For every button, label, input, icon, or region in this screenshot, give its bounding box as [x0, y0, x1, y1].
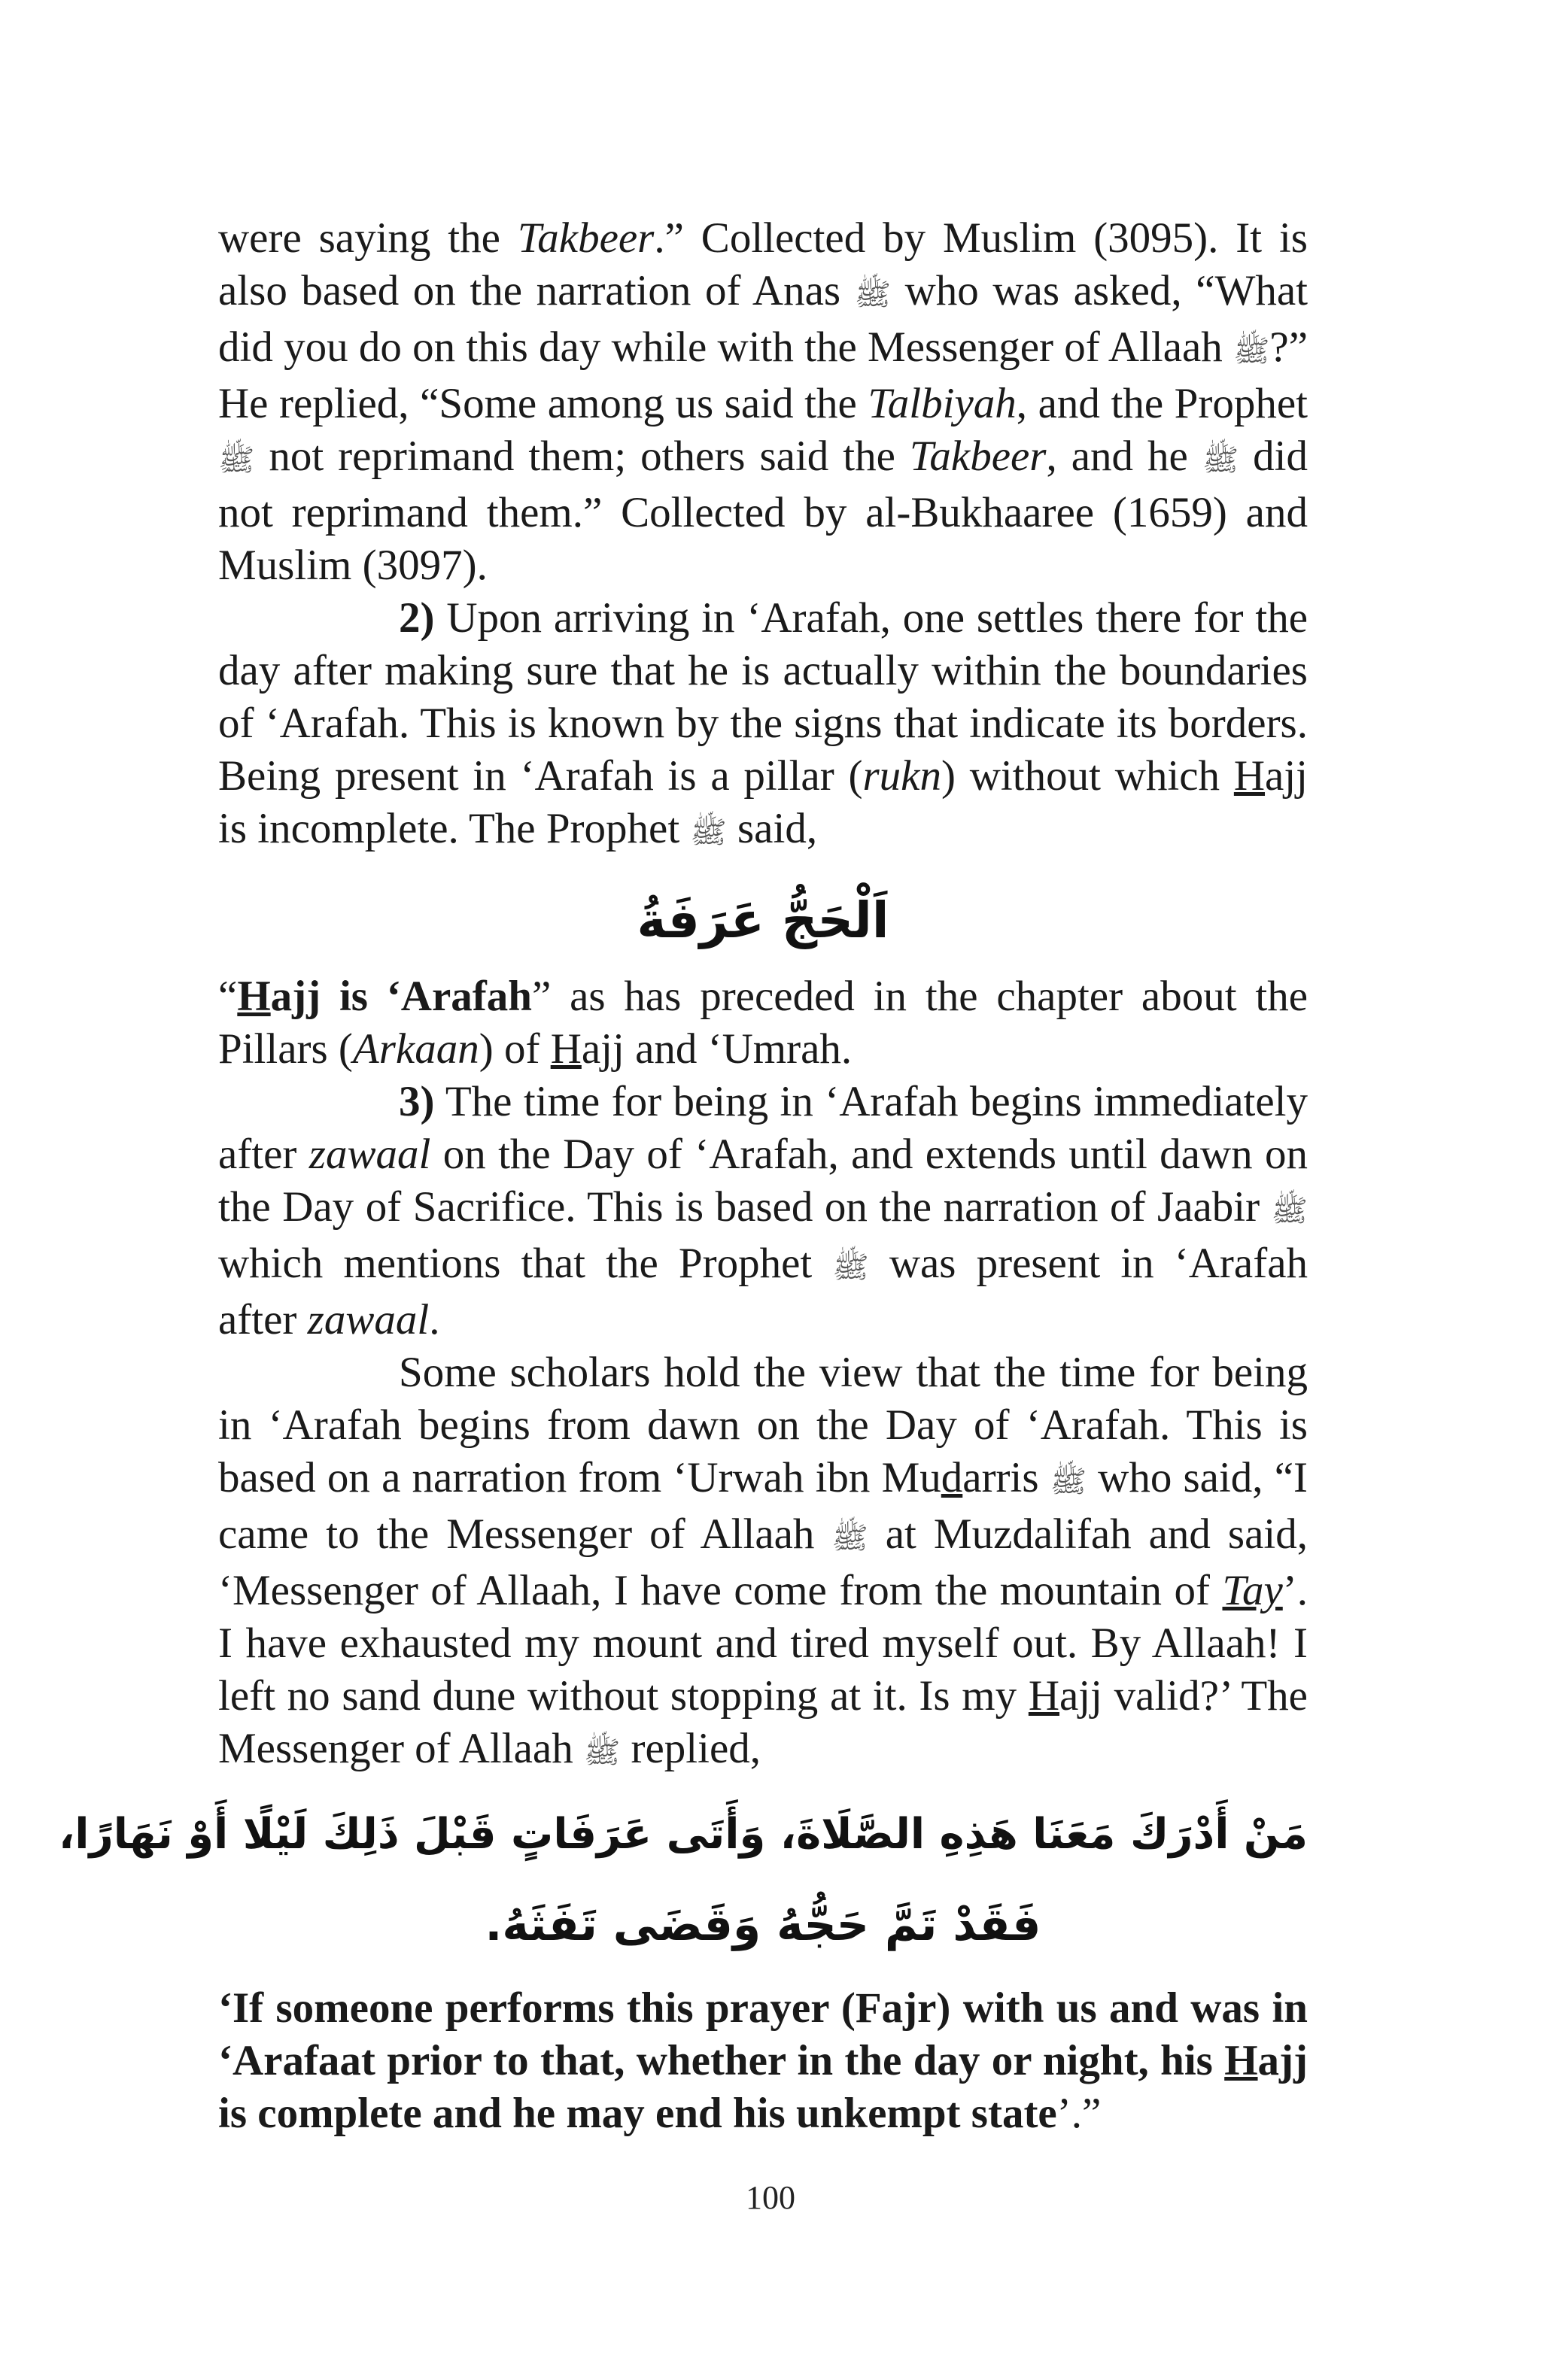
text: was present in ‘Arafah after — [218, 1240, 1308, 1343]
honorific-symbol: ﷺ — [1233, 334, 1270, 368]
point-number: 2) — [399, 594, 435, 642]
honorific-symbol: ﷺ — [1202, 443, 1239, 477]
arabic-hadith-2-line-1: مَنْ أَدْرَكَ مَعَنَا هَذِهِ الصَّلَاةَ، وَأَتَى عَرَفَاتٍ قَبْلَ ذَلِكَ لَيْلًا أَوْ نَهَارًا، — [59, 1810, 1308, 1859]
underlined-letter: H — [550, 1025, 582, 1073]
arabic-hadith-2-line-2: فَقَدْ تَمَّ حَجُّهُ وَقَضَى تَفَثَهُ. — [485, 1899, 1041, 1951]
underlined-letter: H — [1233, 752, 1266, 800]
closing-quote: ’.” — [1056, 2090, 1102, 2137]
page-body — [59, 212, 1308, 2140]
underlined-letter: H — [1028, 1672, 1059, 1720]
text: who said, “I came to the Messenger of Allaah — [218, 1454, 1308, 1558]
underlined-letter: H — [1224, 2037, 1258, 2084]
text: ?” He replied, “Some among us said the — [218, 323, 1308, 427]
italic-term: Talbiyah — [868, 380, 1017, 427]
text: . — [429, 1296, 440, 1343]
text: did not reprimand them.” Collected by al-Bukhaaree (1659) and Muslim (3097). — [218, 433, 1308, 589]
italic-term: zawaal — [307, 1296, 430, 1343]
italic-term: zawaal — [309, 1131, 431, 1178]
text: which mentions that the Prophet — [218, 1240, 833, 1287]
honorific-symbol: ﷺ — [690, 815, 727, 849]
honorific-symbol: ﷺ — [583, 1735, 621, 1769]
page-number: 100 — [746, 2179, 795, 2216]
text: ) of — [479, 1025, 551, 1073]
text: , and he — [1046, 433, 1202, 480]
text: arris — [962, 1454, 1050, 1501]
paragraph-3 — [218, 970, 1308, 1076]
text: The time for being in ‘Arafah begins immediately after — [218, 1078, 1308, 1178]
bold-quote: ajj is ‘Arafah — [270, 973, 532, 1020]
text: on the Day of ‘Arafah, and extends until dawn on the Day of Sacrifice. This is based on the narration of Jaabir — [218, 1131, 1308, 1231]
honorific-symbol: ﷺ — [218, 443, 255, 477]
honorific-symbol: ﷺ — [1271, 1194, 1308, 1228]
text: replied, — [620, 1725, 761, 1772]
italic-term: rukn — [862, 752, 941, 800]
text: ” as has preceded in the chapter about the Pillars ( — [218, 973, 1308, 1073]
paragraph-2 — [218, 592, 1308, 859]
bold-quote: ajj is complete and he may end his unkempt state — [218, 2037, 1308, 2137]
paragraph-1 — [218, 212, 1308, 592]
text: ajj and ‘Umrah. — [581, 1025, 853, 1073]
text: ajj is incomplete. The Prophet — [218, 752, 1308, 852]
text: at Muzdalifah and said, ‘Messenger of Allaah, I have come from the mountain of — [218, 1510, 1308, 1614]
text: Some scholars hold the view that the time for being in ‘Arafah begins from dawn on the Day of ‘Arafah. This is based on a narration from ‘Urwah ibn Mu — [218, 1349, 1308, 1501]
underlined-letter: d — [941, 1454, 963, 1501]
text: , and the Prophet — [1016, 380, 1308, 427]
italic-term: Takbeer — [517, 214, 655, 262]
paragraph-5 — [218, 1346, 1308, 1779]
text: said, — [726, 805, 818, 852]
italic-term: Takbeer — [909, 433, 1047, 480]
text: ’. I have exhausted my mount and tired myself out. By Allaah! I left no sand dune without stopping at it. Is my — [218, 1567, 1308, 1720]
arabic-hadith-1: اَلْحَجُّ عَرَفَةُ — [637, 891, 889, 949]
italic-term: Tay — [1222, 1567, 1283, 1614]
point-number: 3) — [399, 1078, 435, 1125]
text: “ — [218, 973, 238, 1020]
paragraph-6-translation — [218, 1982, 1308, 2140]
text: ) without which — [941, 752, 1234, 800]
text: ajj valid?’ The Messenger of Allaah — [218, 1672, 1308, 1772]
paragraph-4 — [218, 1076, 1308, 1346]
honorific-symbol: ﷺ — [831, 1521, 868, 1555]
text: who was asked, “What did you do on this day while with the Messenger of Allaah — [218, 267, 1308, 371]
honorific-symbol: ﷺ — [1050, 1465, 1087, 1498]
text: .” Collected by Muslim (3095). It is also based on the narration of Anas — [218, 214, 1308, 314]
text: Upon arriving in ‘Arafah, one settles there for the day after making sure that he is actually within the boundaries of ‘Arafah. This is known by the signs that indicate its borders. Being present in ‘Arafah is a pillar ( — [218, 594, 1308, 800]
italic-term: Arkaan — [352, 1025, 479, 1073]
text: not reprimand them; others said the — [254, 433, 910, 480]
bold-quote: ‘If someone performs this prayer (Fajr) with us and was in ‘Arafaat prior to that, whether in the day or night, his — [218, 1984, 1308, 2084]
text: were saying the — [218, 214, 518, 262]
honorific-symbol: ﷺ — [832, 1250, 869, 1284]
underlined-letter: H — [237, 973, 271, 1020]
honorific-symbol: ﷺ — [854, 278, 892, 311]
